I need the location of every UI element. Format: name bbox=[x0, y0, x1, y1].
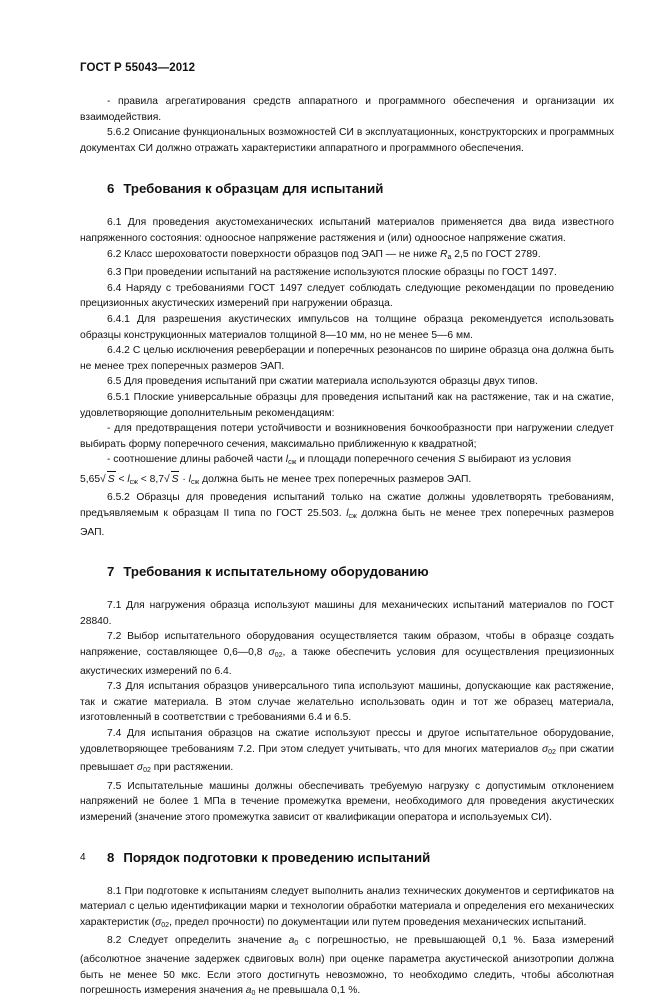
list-item: - правила агрегатирования средств аппаратного и программного обеспечения и организации их взаимодействия. bbox=[80, 96, 614, 123]
document-header: ГОСТ Р 55043—2012 bbox=[80, 62, 196, 74]
paragraph-7-5: 7.5 Испытательные машины должны обеспечивать требуемую нагрузку с допустимым отклонением напряжений не более 1 МПа в течение промежутка времени, необходимого для проведения акустических измерений (значение этого промежутка зависит от квалификации оператора и используемых СИ). bbox=[80, 780, 614, 823]
sqrt-operand: S bbox=[171, 471, 180, 488]
paragraph-6-4: 6.4 Наряду с требованиями ГОСТ 1497 следует соблюдать следующие рекомендации по проведению прецизионных акустических измерений при нагружении образца. bbox=[80, 282, 614, 310]
page-number: 4 bbox=[80, 852, 86, 863]
section-number: 7 bbox=[107, 564, 115, 580]
section-number: 6 bbox=[107, 181, 115, 197]
section-number: 8 bbox=[107, 849, 115, 865]
paragraph-5-6-2: 5.6.2 Описание функциональных возможностей СИ в эксплуатационных, конструкторских и программных документах СИ должно отражать характеристики аппаратного и программного обеспечения. bbox=[80, 127, 614, 154]
paragraph-7-4: 7.4 Для испытания образцов на сжатие используют прессы и другое испытательное оборудование, удовлетворяющее требованиям 7.2. При этом следует учитывать, что для многих материалов $\sigma_{02}$ при сжатии превышает $\sigma_{02}$ при растяжении. bbox=[80, 728, 614, 775]
list-item: - для предотвращения потери устойчивости и возникновения бочкообразности при нагружении следует выбирать форму поперечного сечения, максимально приближенную к квадратной; bbox=[80, 423, 614, 450]
section-title: Порядок подготовки к проведению испытаний bbox=[123, 849, 431, 865]
paragraph-6-2: 6.2 Класс шероховатости поверхности образцов под ЭАП — не ниже $R_a$ 2,5 по ГОСТ 2789. bbox=[107, 248, 541, 261]
list-item-ratio: - соотношение длины рабочей части $l_{сж}$ и площади поперечного сечения S выбирают из условия bbox=[107, 454, 572, 467]
paragraph-7-2: 7.2 Выбор испытательного оборудования осуществляется таким образом, чтобы в образце создать напряжение, составляющее 0,6—0,8 $\sigma_{02}$, а также обеспечить условия для осуществления прецизионных акустических измерений по 6.4. bbox=[80, 631, 615, 677]
section-6-heading bbox=[80, 181, 614, 197]
formula-line: 5,65√ $S < l_{сж} < 8,7√$ $S \cdot l_{сж}$ должна быть не менее трех поперечных размеров ЭАП. bbox=[80, 471, 614, 491]
paragraph-6-5: 6.5 Для проведения испытаний при сжатии материала используются образцы двух типов. bbox=[107, 376, 538, 388]
section-title: Требования к образцам для испытаний bbox=[123, 181, 384, 197]
paragraph-6-1: 6.1 Для проведения акустомеханических испытаний материалов применяется два вида известного напряженного состояния: одноосное напряжение растяжения и (или) одноосное напряжение сжатия. bbox=[80, 217, 614, 244]
section-8-heading bbox=[80, 850, 614, 866]
paragraph-6-4-2: 6.4.2 С целью исключения реверберации и поперечных резонансов по ширине образца она должна быть не менее трех поперечных размеров ЭАП. bbox=[80, 345, 614, 372]
paragraph-8-2: 8.2 Следует определить значение $a_0$ с погрешностью, не превышающей 0,1 %. База измерений (абсолютное значение задержек сдвиговых волн) при оценке параметра акустической анизотропии должна быть не менее 50 мкс. Если этого достигнуть невозможно, то необходимо следить, чтобы абсолютная погрешность измерения значения $a_0$ не превышала 0,1 %. bbox=[80, 935, 614, 998]
sqrt-operand: S bbox=[107, 471, 116, 488]
paragraph-6-5-1: 6.5.1 Плоские универсальные образцы для проведения испытаний как на растяжение, так и на сжатие, удовлетворяющие дополнительным рекомендациям: bbox=[80, 391, 614, 419]
paragraph-6-5-2: 6.5.2 Образцы для проведения испытаний только на сжатие должны удовлетворять требованиям, предъявляемым к образцам II типа по ГОСТ 25.503. $l_{сж}$ должна быть не менее трех поперечных размеров ЭАП. bbox=[80, 492, 614, 538]
paragraph-7-3: 7.3 Для испытания образцов универсального типа используют машины, допускающие как растяжение, так и сжатие материала. В этом случае желательно использовать один и тот же образец материала, изготовленный в соответствии с требованиями 6.4 и 6.5. bbox=[80, 681, 614, 724]
document-page bbox=[80, 62, 614, 1002]
paragraph-7-1: 7.1 Для нагружения образца используют машины для механических испытаний материалов по ГОСТ 28840. bbox=[80, 600, 614, 627]
paragraph-6-4-1: 6.4.1 Для разрешения акустических импульсов на толщине образца рекомендуется использовать образцы конструкционных материалов толщиной 8—10 мм, но не менее 5—6 мм. bbox=[80, 313, 614, 341]
section-7-heading bbox=[80, 564, 614, 580]
section-title: Требования к испытательному оборудованию bbox=[123, 564, 429, 580]
paragraph-6-3: 6.3 При проведении испытаний на растяжение используются плоские образцы по ГОСТ 1497. bbox=[107, 267, 557, 279]
paragraph-8-1: 8.1 При подготовке к испытаниям следует выполнить анализ технических документов и сертификатов на материал с целью идентификации марки и технологии обработки материала и определения его механических характеристик ($\sigma_{02}$, предел прочности) по документации или путем проведения механических испытаний. bbox=[80, 885, 614, 929]
